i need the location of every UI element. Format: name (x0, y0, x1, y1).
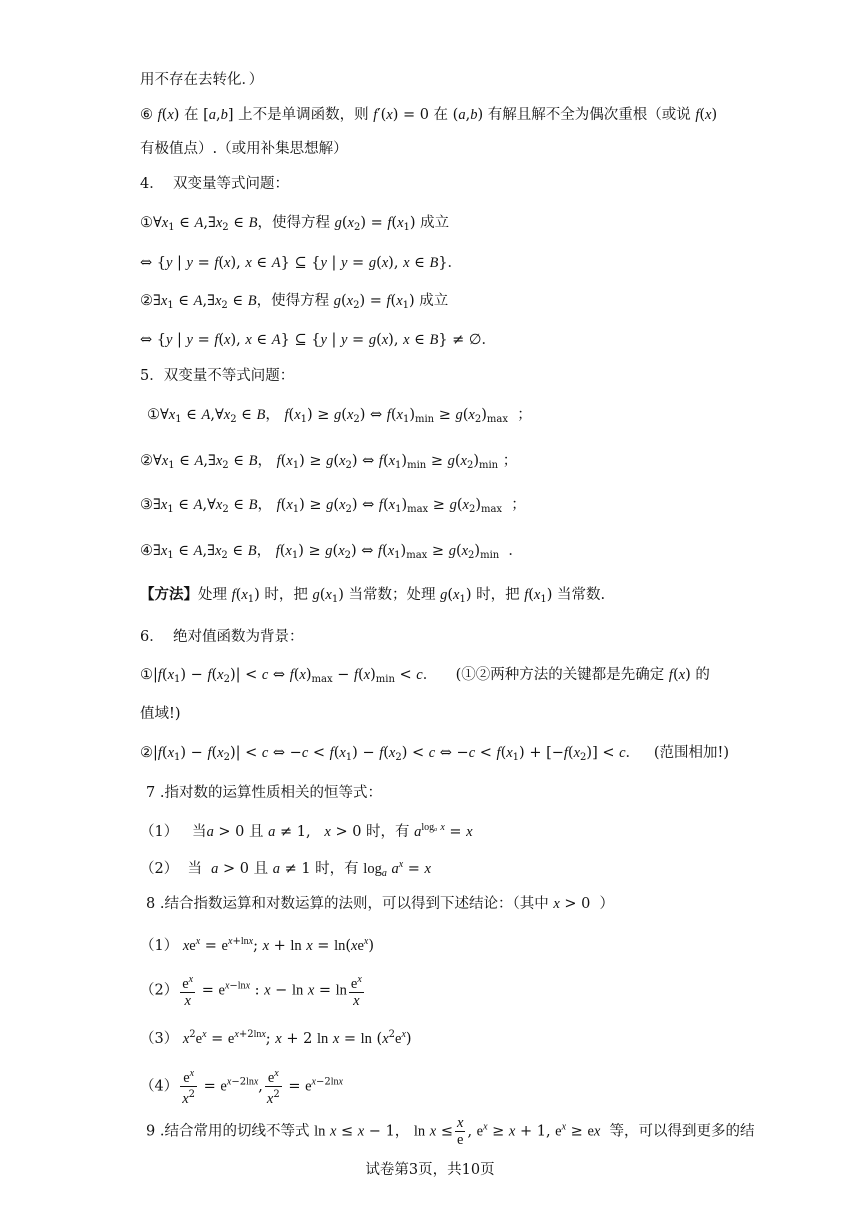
text-line: ⇔ {y | y = f(x), x ∈ A} ⊆ {y | y = g(x), x ∈ B}． (140, 255, 463, 271)
text-line: （1） 当a > 0 且 a ≠ 1, x > 0 时，有 $a^{log_a x} = x$ (140, 822, 473, 840)
section-heading: 5．双变量不等式问题： (140, 368, 295, 384)
text-line: $②\exists x_1$ ∈ $A,\exists x_2$ ∈ B，使得方程 $g(x_2) = f(x_1)$ 成立 (140, 293, 449, 311)
section-heading: 9 .结合常用的切线不等式 ln x ≤ x − 1， ln x ≤ $\frac{x}{e}$ , $e^x \ge x + 1$, $e^x$ ≥ ex 等，可以得到更多的结 (146, 1115, 755, 1148)
text-line: 有极值点）.（或用补集思想解） (140, 141, 348, 157)
text-line: ⇔ {y | y = f(x), x ∈ A} ⊆ {y | y = g(x), x ∈ B} ≠ ∅． (140, 332, 497, 348)
text-line: （4） $\frac{e^x}{x^2}$ = $e^{x-2lnx}$, $\frac{e^x}{x^2}$ = $e^{x-2lnx}$ (140, 1068, 343, 1107)
section-heading: 7 .指对数的运算性质相关的恒等式： (146, 785, 382, 801)
text-line: ⑥ f(x) 在 [a,b] 上不是单调函数，则 f′(x) = 0 在 (a,b) 有解且解不全为偶次重根（或说 f(x) (140, 107, 718, 123)
section-heading: 4． 双变量等式问题： (140, 176, 289, 192)
method-note: 【方法】处理 $f(x_1)$ 时，把 $g(x_1)$ 当常数；处理 $g(x_1)$ 时，把 $f(x_1)$ 当常数. (140, 586, 606, 605)
text-line: 值域!) (140, 706, 181, 722)
text-line: （3） $x^2e^x = e^{x+2lnx}$; x + 2 $\ln x = \ln (x^2e^x)$ (140, 1029, 412, 1047)
text-line: （1） $xe^x = e^{x+lnx}$; $x + \ln x = \ln(xe^x)$ (140, 936, 375, 954)
text-line: $③\exists x_1$ ∈ $A,\forall x_2$ ∈ B， $f(x_1) \ge g(x_2)$ ⇔ $f(x_1)_{max} \ge g(x_2)_{max}$ ； (140, 497, 526, 515)
text-line: $②|f(x_1) - f(x_2)| < c$ ⇔ $-c < f(x_1) - f(x_2) < c$ ⇔ $-c < f(x_1) + [-f(x_2)] < c$． (范围相加!) (140, 745, 729, 763)
section-heading: 8 .结合指数运算和对数运算的法则，可以得到下述结论：（其中 x > 0 ） (146, 896, 615, 912)
text-line: （2） 当 a > 0 且 a ≠ 1 时，有 $\log_a a^x = x$ (140, 859, 431, 879)
page-footer: 试卷第3页，共10页 (365, 1162, 495, 1178)
text-line: $②\forall x_1$ ∈ $A,\exists x_2$ ∈ B， $f(x_1) \ge g(x_2)$ ⇔ $f(x_1)_{min} \ge g(x_2)_{min}$ ； (140, 453, 518, 471)
text-line: 用不存在去转化．） (140, 72, 264, 88)
section-heading: 6． 绝对值函数为背景： (140, 629, 304, 645)
text-line: $④\exists x_1$ ∈ $A,\exists x_2$ ∈ B， $f(x_1) \ge g(x_2)$ ⇔ $f(x_1)_{max} \ge g(x_2)_{min}$ ． (140, 543, 523, 561)
text-line: $①\forall x_1$ ∈ $A,\forall x_2$ ∈ B， $f(x_1) \ge g(x_2)$ ⇔ $f(x_1)_{min} \ge g(x_2)_{max}$ ； (147, 407, 532, 425)
text-line: $①|f(x_1) - f(x_2)| < c$ ⇔ $f(x)_{max} - f(x)_{min} < c$． (①②两种方法的关键都是先确定 f(x) 的 (140, 667, 710, 685)
text-line: （2） $\frac{e^x}{x}$ = $e^{x-lnx}$ : x − ln x = ln $\frac{e^x}{x}$ (140, 974, 362, 1009)
text-line: $①\forall x_1$ ∈ $A,\exists x_2$ ∈ B，使得方程 $g(x_2) = f(x_1)$ 成立 (140, 215, 450, 233)
